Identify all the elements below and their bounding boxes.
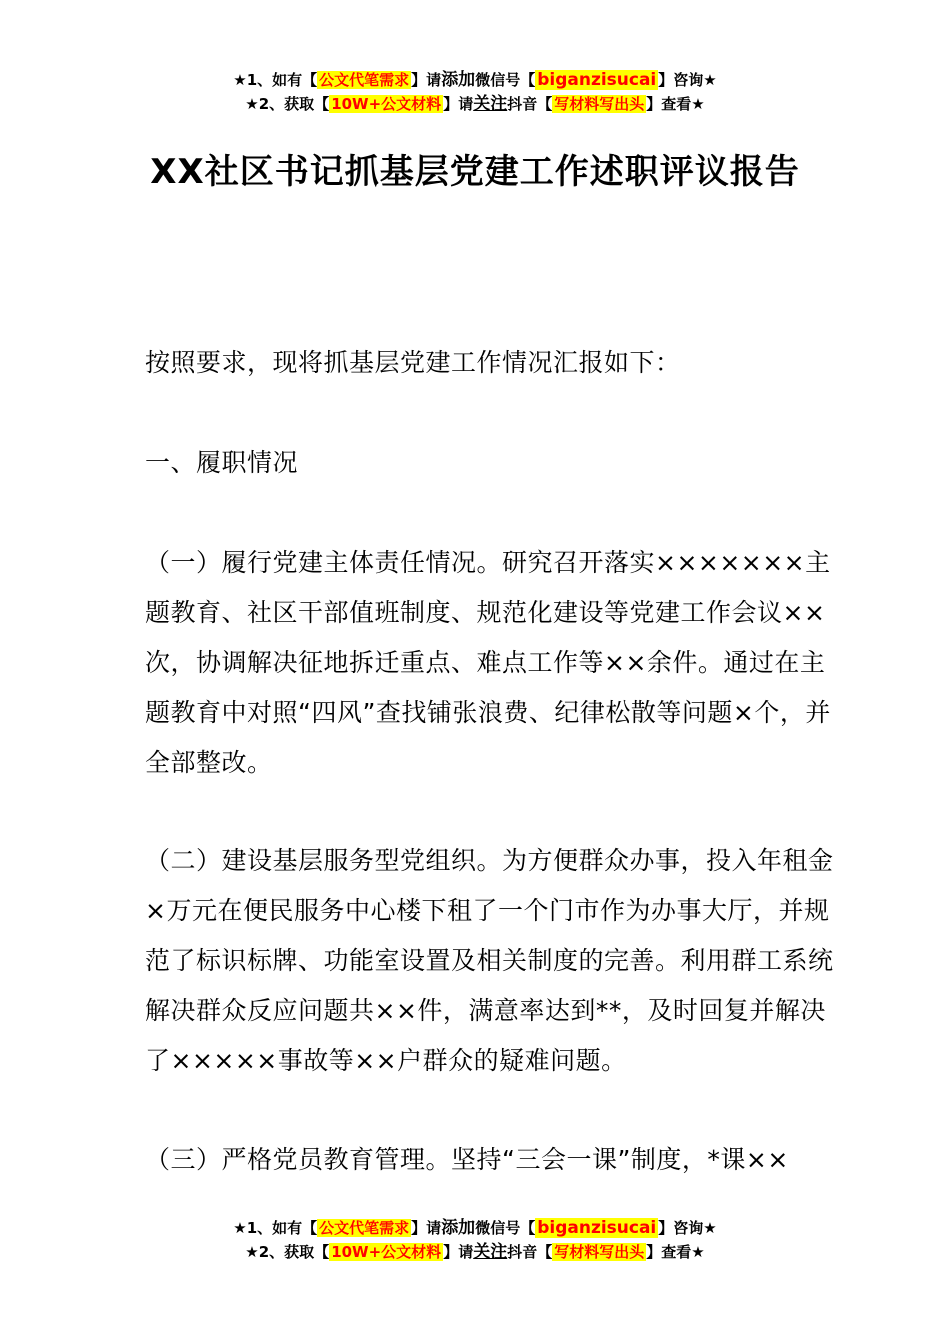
highlight-text: 公文代笔需求 [319,1219,410,1237]
banner-line-2: ★2、获取【 10W+公文材料 】请关注抖音【 写材料写出头 】查看★ [245,1242,705,1262]
highlight-text: 公文代笔需求 [319,71,410,89]
banner-line-1: ★1、如有【 公文代笔需求 】请添加微信号【 biganzisucai 】咨询★ [233,70,717,90]
wechat-id: biganzisucai [537,1218,657,1238]
top-banner [0,68,950,116]
paragraph-1: （一）履行党建主体责任情况。研究召开落实×××××××主题教育、社区干部值班制度、规范化建设等党建工作会议××次，协调解决征地拆迁重点、难点工作等××余件。通过在主题教育中对照“四风”查找铺张浪费、纪律松散等问题×个，并全部整改。 [145,548,831,777]
wechat-id: biganzisucai [537,70,657,90]
intro-paragraph: 按照要求，现将抓基层党建工作情况汇报如下： [145,348,681,377]
highlight-text: 写材料写出头 [554,1243,645,1261]
section-heading: 一、履职情况 [145,448,299,477]
banner-line-2: ★2、获取【 10W+公文材料 】请关注抖音【 写材料写出头 】查看★ [245,94,705,114]
bottom-banner [0,1216,950,1264]
banner-line-1: ★1、如有【 公文代笔需求 】请添加微信号【 biganzisucai 】咨询★ [233,1218,717,1238]
highlight-text: 10W+公文材料 [331,1243,442,1261]
highlight-text: 10W+公文材料 [331,95,442,113]
paragraph-3: （三）严格党员教育管理。坚持“三会一课”制度，*课×× [145,1145,789,1174]
paragraph-2: （二）建设基层服务型党组织。为方便群众办事，投入年租金×万元在便民服务中心楼下租了一个门市作为办事大厅，并规范了标识标牌、功能室设置及相关制度的完善。利用群工系统解决群众反应问题共××件，满意率达到**，及时回复并解决了×××××事故等××户群众的疑难问题。 [145,846,834,1075]
document-title: XX社区书记抓基层党建工作述职评议报告 [150,152,800,192]
highlight-text: 写材料写出头 [554,95,645,113]
